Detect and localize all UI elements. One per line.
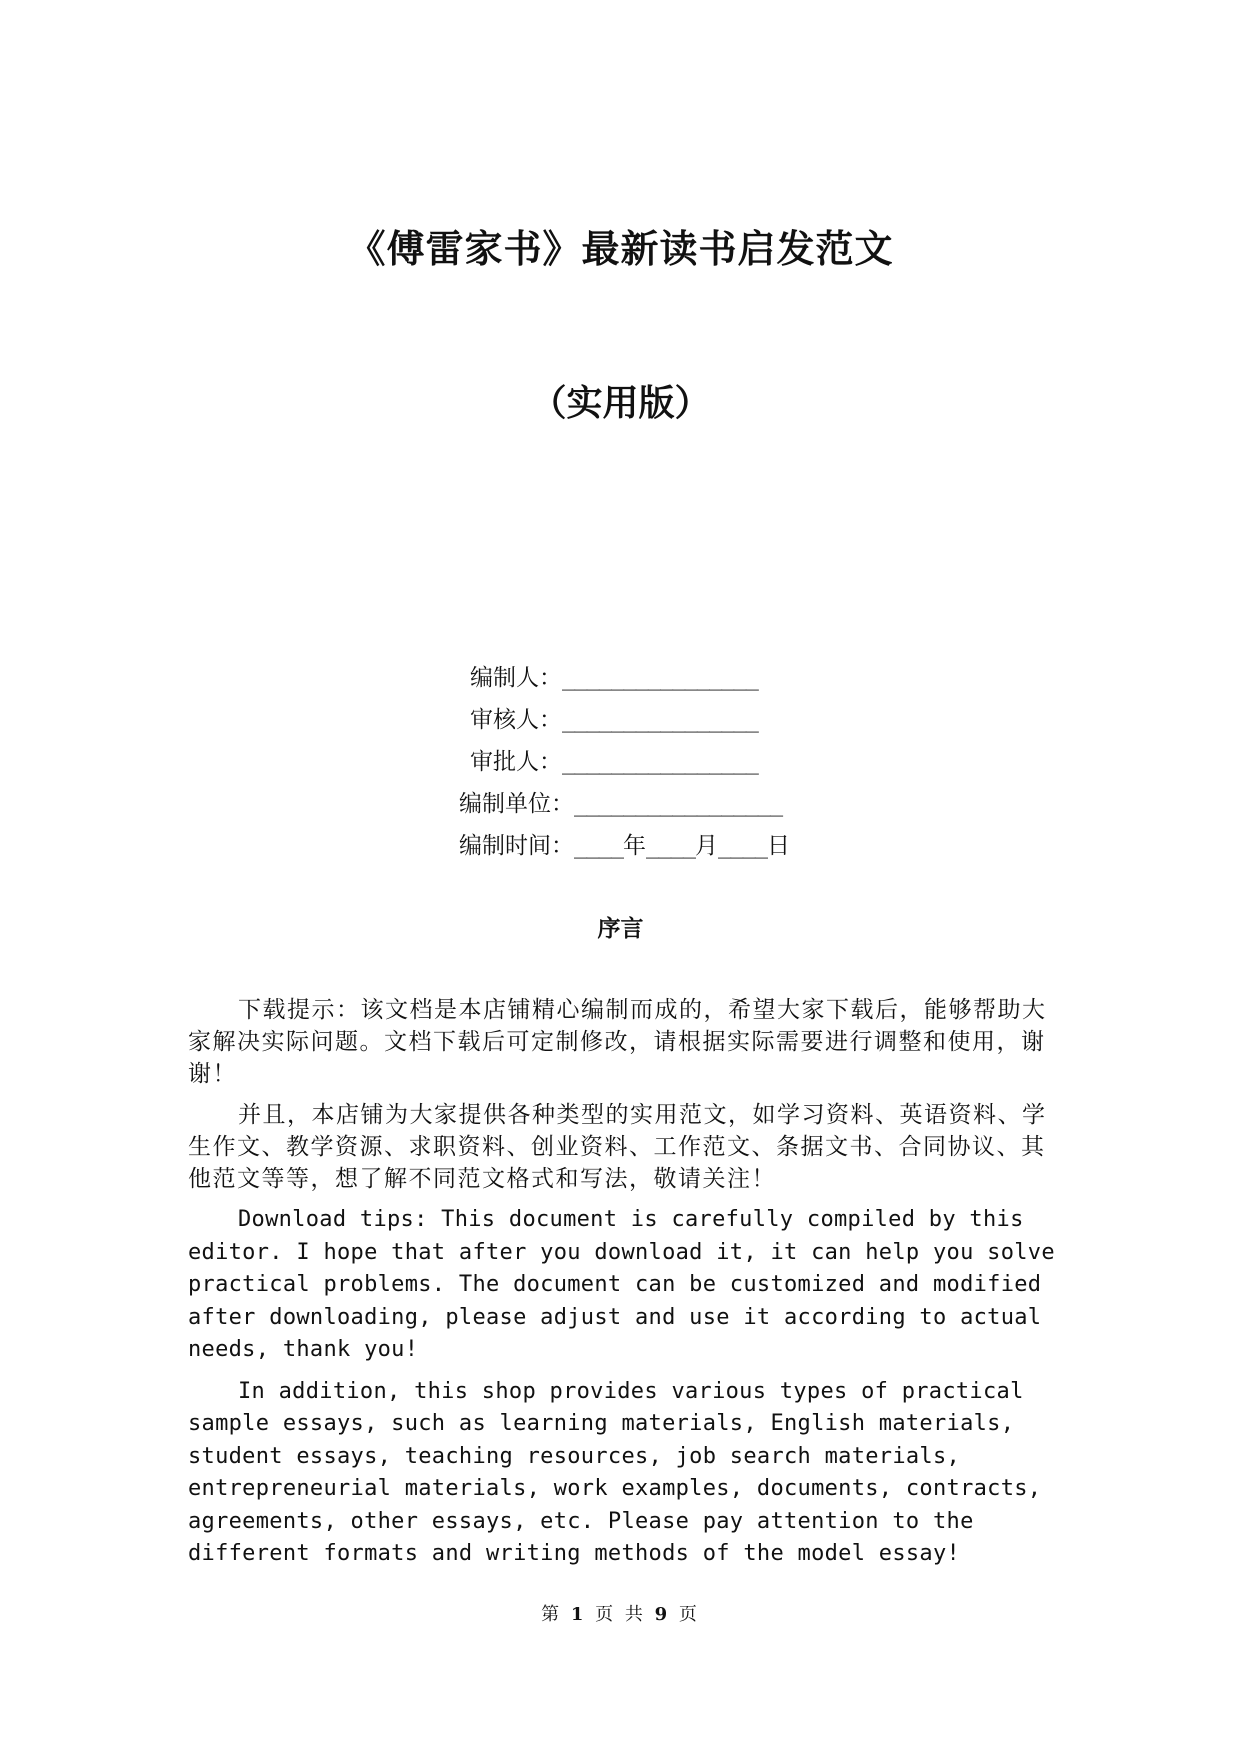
time-label: 编制时间： xyxy=(459,833,574,859)
year-blank: ____ xyxy=(574,834,623,859)
compiler-row xyxy=(440,657,860,699)
approver-row xyxy=(440,741,860,783)
page-footer xyxy=(0,1600,1241,1626)
time-row xyxy=(440,825,860,867)
month-blank: ____ xyxy=(645,834,695,859)
compiler-blank: ________________ xyxy=(562,666,758,691)
reviewer-blank: ________________ xyxy=(562,708,758,733)
day-blank: ____ xyxy=(717,834,767,859)
footer-prefix: 第 xyxy=(541,1604,563,1625)
unit-label: 编制单位： xyxy=(459,791,574,817)
compiler-label: 编制人： xyxy=(470,665,562,691)
total-page-number: 9 xyxy=(654,1604,671,1625)
download-tip-cn: 下载提示：该文档是本店铺精心编制而成的，希望大家下载后，能够帮助大家解决实际问题。文档下载后可定制修改，请根据实际需要进行调整和使用，谢谢！ xyxy=(188,997,1047,1087)
reviewer-label: 审核人： xyxy=(470,707,562,733)
approver-label: 审批人： xyxy=(470,749,562,775)
shop-intro-en: In addition, this shop provides various types of practical sample essays, such as learning materials, English materials, student essays, teaching resources, job search materials, entrepreneurial materials, work examples, documents, contracts, agreements, other essays, etc. Please pay attention to the different formats and writing methods of the model essay! xyxy=(188,1378,1042,1566)
month-unit: 月 xyxy=(694,833,718,859)
preface-body xyxy=(188,994,1068,1580)
preface-heading: 序言 xyxy=(597,916,644,942)
document-subtitle: （实用版） xyxy=(530,383,711,424)
approval-block xyxy=(440,657,860,867)
reviewer-row xyxy=(440,699,860,741)
document-title: 《傅雷家书》最新读书启发范文 xyxy=(347,227,894,271)
unit-blank: _________________ xyxy=(574,792,783,817)
download-tip-en: Download tips: This document is carefully compiled by this editor. I hope that after you download it, it can help you solve practical problems. The document can be customized and modified after downloading, please adjust and use it according to actual needs, thank you! xyxy=(188,1207,1055,1362)
approver-blank: ________________ xyxy=(562,750,758,775)
footer-suffix: 页 xyxy=(678,1604,700,1625)
shop-intro-cn: 并且，本店铺为大家提供各种类型的实用范文，如学习资料、英语资料、学生作文、教学资源、求职资料、创业资料、工作范文、条据文书、合同协议、其他范文等等，想了解不同范文格式和写法，敬请关注！ xyxy=(188,1102,1047,1192)
day-unit: 日 xyxy=(766,833,790,859)
current-page-number: 1 xyxy=(570,1604,587,1625)
year-unit: 年 xyxy=(622,833,646,859)
footer-middle: 页 共 xyxy=(595,1604,646,1625)
unit-row xyxy=(440,783,860,825)
